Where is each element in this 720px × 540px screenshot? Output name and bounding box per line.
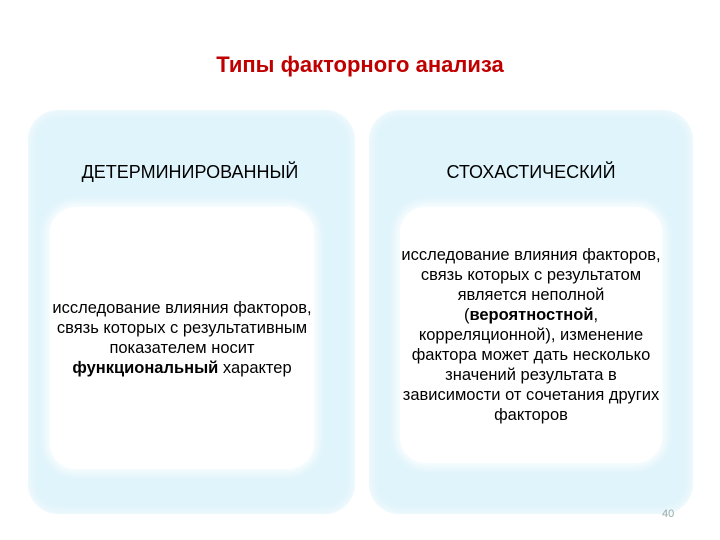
deterministic-text-end: характер [218,359,292,377]
stochastic-description [400,245,662,425]
stochastic-text-start: исследование влияния факторов, связь которых с результатом является неполной ( [401,246,661,324]
deterministic-heading: ДЕТЕРМИНИРОВАННЫЙ [81,162,299,182]
deterministic-text-start: исследование влияния факторов, связь которых с результативным показателем носит [52,299,312,357]
stochastic-heading: СТОХАСТИЧЕСКИЙ [446,162,616,182]
deterministic-description-card [50,207,314,469]
deterministic-description [50,298,314,378]
stochastic-text-end: , корреляционной), изменение фактора может дать несколько значений результата в зависимости от сочетания других факторов [402,306,660,424]
page-number: 40 [662,508,675,520]
stochastic-text-bold: вероятностной [469,306,594,324]
slide-title: Типы факторного анализа [216,52,504,77]
stochastic-description-card [400,207,662,463]
deterministic-text-bold: функциональный [72,359,219,377]
